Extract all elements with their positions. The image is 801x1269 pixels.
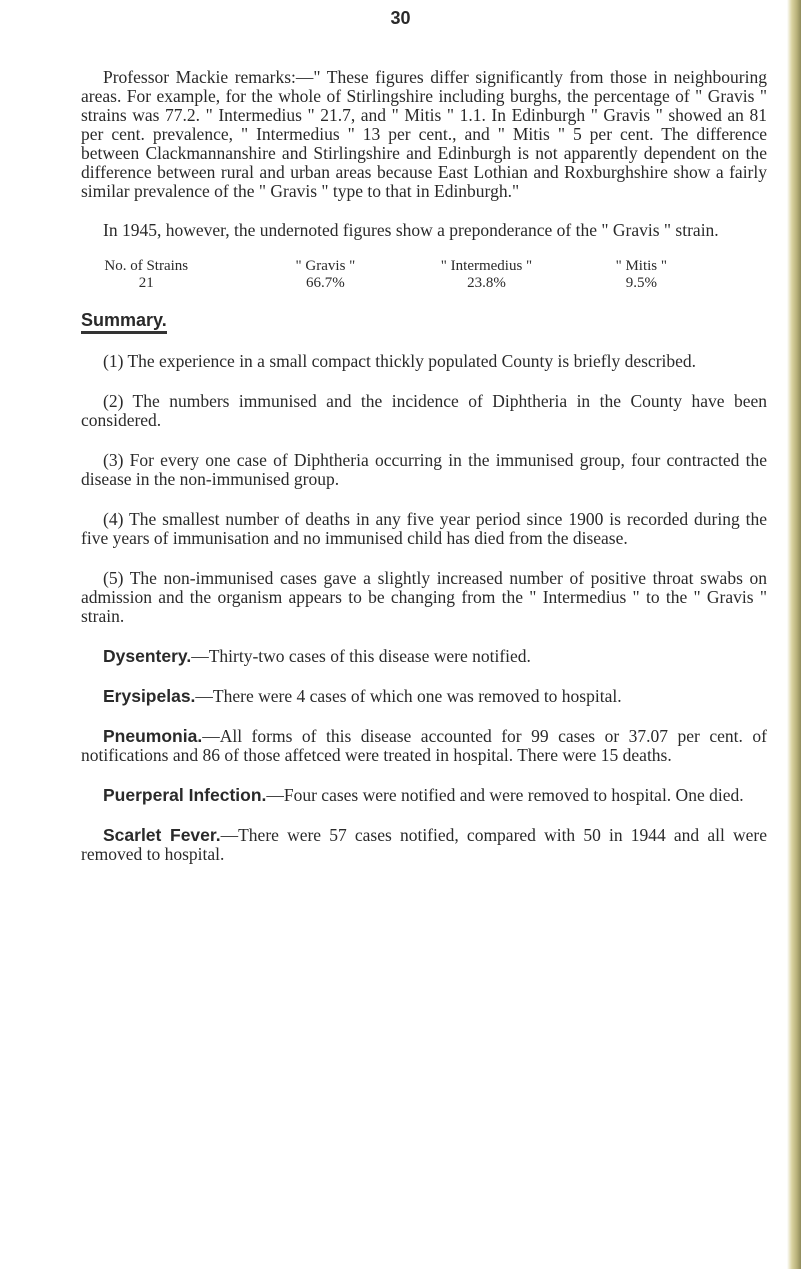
document-body	[81, 68, 767, 864]
header-no-of-strains: No. of Strains	[104, 258, 189, 274]
header-mitis: " Mitis "	[615, 258, 668, 274]
strain-table-header-row	[81, 258, 681, 275]
page-edge-shadow	[787, 0, 801, 1269]
disease-pneumonia	[81, 727, 767, 765]
disease-name: Pneumonia.	[103, 726, 203, 746]
disease-scarlet-fever	[81, 826, 767, 864]
disease-text: —Thirty-two cases of this disease were notified.	[191, 646, 531, 666]
page-number: 30	[390, 8, 411, 28]
strain-table	[81, 258, 681, 292]
disease-text: —All forms of this disease accounted for 99 cases or 37.07 per cent. of notifications and 86 of those affetced were treated in hospital. There were 15 deaths.	[81, 726, 767, 765]
disease-puerperal-infection	[81, 786, 767, 805]
strain-table-value-row	[81, 275, 681, 292]
summary-item-4: (4) The smallest number of deaths in any five year period since 1900 is recorded during the five years of immunisation and no immunised child has died from the disease.	[81, 509, 767, 548]
summary-item-5: (5) The non-immunised cases gave a slightly increased number of positive throat swabs on admission and the organism appears to be changing from the " Intermedius " to the " Gravis " strain.	[81, 568, 767, 626]
summary-item-3: (3) For every one case of Diphtheria occurring in the immunised group, four contracted the disease in the non-immunised group.	[81, 450, 767, 489]
header-intermedius: " Intermedius "	[440, 258, 533, 274]
value-no-of-strains: 21	[138, 275, 154, 291]
disease-dysentery	[81, 647, 767, 666]
intro-1945: In 1945, however, the undernoted figures show a preponderance of the " Gravis " strain.	[103, 220, 719, 240]
value-gravis: 66.7%	[306, 275, 345, 291]
summary-item-1: (1) The experience in a small compact thickly populated County is briefly described.	[103, 351, 697, 371]
value-intermedius: 23.8%	[467, 275, 506, 291]
disease-name: Dysentery.	[103, 646, 192, 666]
disease-text: —There were 4 cases of which one was removed to hospital.	[195, 686, 622, 706]
disease-name: Erysipelas.	[103, 686, 196, 706]
value-mitis: 9.5%	[625, 275, 657, 291]
header-gravis: " Gravis "	[295, 258, 356, 274]
disease-name: Scarlet Fever.	[103, 825, 221, 845]
mackie-quote: Professor Mackie remarks:—" These figures differ significantly from those in neighbouring areas. For example, for the whole of Stirlingshire including burghs, the percentage of " Gravis " strains was 77.2. " Intermedius " 21.7, and " Mitis " 1.1. In Edinburgh " Gravis " showed an 81 per cent. prevalence, " Intermedius " 13 per cent., and " Mitis " 5 per cent. The difference between Clackmannanshire and Stirlingshire and Edinburgh is not apparently dependent on the difference between rural and urban areas because East Lothian and Roxburghshire show a fairly similar prevalence of the " Gravis " type to that in Edinburgh."	[81, 67, 767, 201]
disease-erysipelas	[81, 687, 767, 706]
disease-name: Puerperal Infection.	[103, 785, 267, 805]
summary-heading: Summary.	[81, 309, 167, 334]
disease-text: —There were 57 cases notified, compared with 50 in 1944 and all were removed to hospital.	[81, 825, 767, 864]
summary-item-2: (2) The numbers immunised and the incidence of Diphtheria in the County have been considered.	[81, 391, 767, 430]
disease-text: —Four cases were notified and were removed to hospital. One died.	[266, 785, 744, 805]
